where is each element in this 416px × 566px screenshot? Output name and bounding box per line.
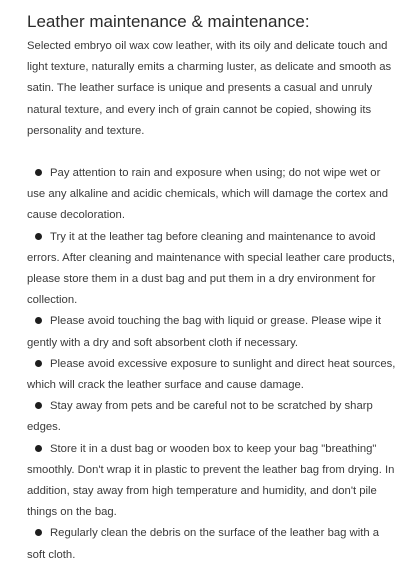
intro-paragraph: Selected embryo oil wax cow leather, with its oily and delicate touch and light texture, naturally emits a charming luster, as delicate and smooth as satin. The leather surface is unique and presents a casual and unruly natural texture, and every inch of grain cannot be copied, showing its personality and texture. [27, 40, 392, 137]
bullet-dot-icon [35, 402, 42, 409]
care-instruction-text: Store it in a dust bag or wooden box to keep your bag "breathing" smoothly. Don't wrap it in plastic to prevent the leather bag from drying. In addition, stay away from high temperature and humidity, and don't pile things on the bag. [27, 442, 395, 519]
bullet-dot-icon [35, 317, 42, 324]
bullet-dot-icon [35, 169, 42, 176]
page-title: Leather maintenance & maintenance: [27, 12, 310, 31]
care-instruction-text: Stay away from pets and be careful not to be scratched by sharp edges. [27, 400, 373, 434]
care-instruction-text: Please avoid excessive exposure to sunlight and direct heat sources, which will crack the leather surface and cause damage. [27, 357, 396, 392]
care-instruction-item [27, 439, 398, 524]
care-instruction-item [27, 311, 398, 353]
care-instruction-item [27, 227, 398, 312]
care-instruction-item [27, 163, 398, 227]
care-instruction-text: Pay attention to rain and exposure when using; do not wipe wet or use any alkaline and acidic chemicals, which will damage the cortex and cause decoloration. [27, 167, 389, 222]
care-instruction-text: Please avoid touching the bag with liquid or grease. Please wipe it gently with a dry and soft absorbent cloth if necessary. [27, 315, 381, 349]
bullet-dot-icon [35, 233, 42, 240]
care-instruction-text: Try it at the leather tag before cleaning and maintenance to avoid errors. After cleaning and maintenance with special leather care products, please store them in a dust bag and put them in a dry environment for collection. [27, 230, 395, 307]
care-instructions-list [27, 163, 398, 566]
bullet-dot-icon [35, 445, 42, 452]
bullet-dot-icon [35, 529, 42, 536]
section-spacer [27, 142, 398, 163]
bullet-dot-icon [35, 360, 42, 367]
care-instruction-item [27, 354, 398, 396]
care-instruction-item [27, 396, 398, 438]
care-instruction-text: Regularly clean the debris on the surface of the leather bag with a soft cloth. [27, 527, 380, 561]
